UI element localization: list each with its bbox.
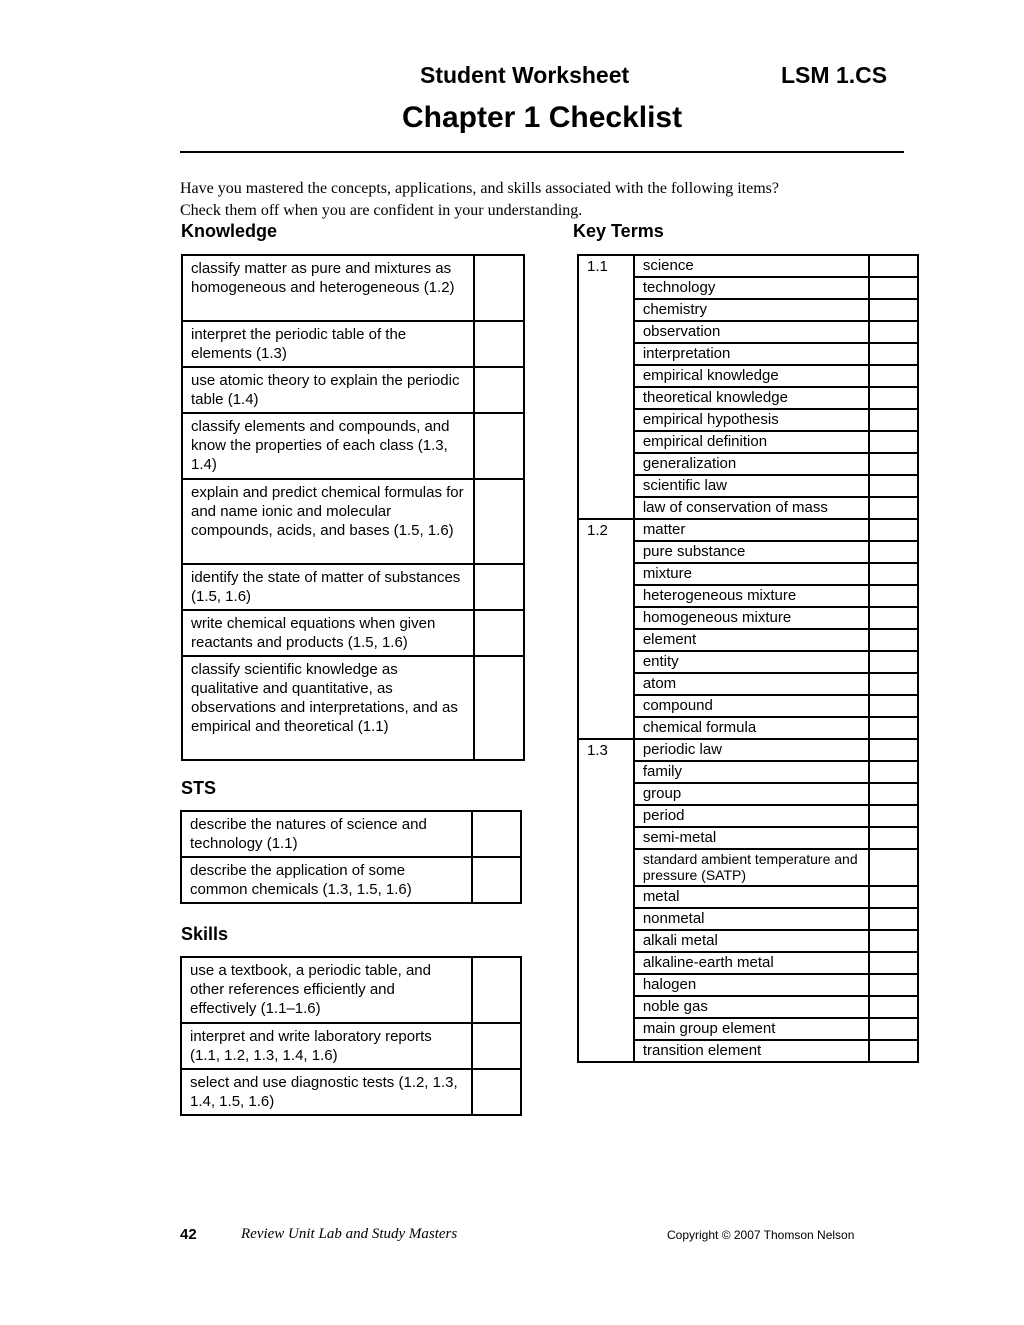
key-term: atom — [634, 673, 869, 695]
checkbox[interactable] — [869, 908, 918, 930]
key-term: nonmetal — [634, 908, 869, 930]
intro-line-2: Check them off when you are confident in your understanding. — [180, 202, 583, 219]
key-term: generalization — [634, 453, 869, 475]
checkbox[interactable] — [869, 497, 918, 519]
key-term: technology — [634, 277, 869, 299]
checkbox[interactable] — [869, 849, 918, 886]
key-term: halogen — [634, 974, 869, 996]
checkbox[interactable] — [869, 343, 918, 365]
key-terms-checklist — [577, 254, 919, 1063]
key-term: metal — [634, 886, 869, 908]
key-term: empirical knowledge — [634, 365, 869, 387]
key-term: standard ambient temperature and pressure (SATP) — [634, 849, 869, 886]
checkbox[interactable] — [869, 585, 918, 607]
page-title: Chapter 1 Checklist — [402, 101, 683, 134]
checkbox[interactable] — [869, 1018, 918, 1040]
intro-line-1: Have you mastered the concepts, applications, and skills associated with the following items? — [180, 180, 779, 197]
checkbox[interactable] — [474, 610, 524, 656]
checkbox[interactable] — [472, 857, 521, 903]
key-term-row — [578, 739, 918, 761]
checkbox[interactable] — [869, 299, 918, 321]
checklist-item-text: use atomic theory to explain the periodic table (1.4) — [182, 367, 474, 413]
checkbox[interactable] — [869, 761, 918, 783]
key-term: pure substance — [634, 541, 869, 563]
checklist-row — [182, 564, 524, 610]
key-term: group — [634, 783, 869, 805]
key-term: transition element — [634, 1040, 869, 1062]
key-term: alkali metal — [634, 930, 869, 952]
key-term: scientific law — [634, 475, 869, 497]
key-term: science — [634, 255, 869, 277]
checklist-item-text: describe the natures of science and technology (1.1) — [181, 811, 472, 857]
checklist-item-text: describe the application of some common chemicals (1.3, 1.5, 1.6) — [181, 857, 472, 903]
key-term: periodic law — [634, 739, 869, 761]
checkbox[interactable] — [869, 255, 918, 277]
checkbox[interactable] — [474, 656, 524, 760]
checkbox[interactable] — [474, 564, 524, 610]
checkbox[interactable] — [869, 365, 918, 387]
checklist-item-text: classify elements and compounds, and know the properties of each class (1.3, 1.4) — [182, 413, 474, 479]
key-term: homogeneous mixture — [634, 607, 869, 629]
checkbox[interactable] — [869, 651, 918, 673]
key-term: alkaline-earth metal — [634, 952, 869, 974]
checklist-row — [181, 811, 521, 857]
key-term: semi-metal — [634, 827, 869, 849]
checklist-row — [182, 413, 524, 479]
key-term-row — [578, 519, 918, 541]
checkbox[interactable] — [869, 409, 918, 431]
checklist-row — [182, 610, 524, 656]
checkbox[interactable] — [869, 387, 918, 409]
checkbox[interactable] — [869, 431, 918, 453]
checklist-item-text: classify scientific knowledge as qualitative and quantitative, as observations and interpretations, and as empirical and theoretical (1.1) — [182, 656, 474, 760]
intro-text — [180, 178, 910, 222]
section-number: 1.2 — [578, 519, 634, 739]
checkbox[interactable] — [474, 479, 524, 564]
checkbox[interactable] — [869, 805, 918, 827]
key-term-row — [578, 255, 918, 277]
key-term: empirical definition — [634, 431, 869, 453]
checklist-item-text: explain and predict chemical formulas for and name ionic and molecular compounds, acids, and bases (1.5, 1.6) — [182, 479, 474, 564]
checkbox[interactable] — [474, 255, 524, 321]
checkbox[interactable] — [869, 1040, 918, 1062]
checkbox[interactable] — [474, 367, 524, 413]
checkbox[interactable] — [869, 607, 918, 629]
checkbox[interactable] — [869, 629, 918, 651]
checkbox[interactable] — [474, 321, 524, 367]
skills-heading: Skills — [181, 924, 229, 944]
key-term: noble gas — [634, 996, 869, 1018]
key-term: entity — [634, 651, 869, 673]
key-term: element — [634, 629, 869, 651]
checkbox[interactable] — [869, 321, 918, 343]
checkbox[interactable] — [474, 413, 524, 479]
checklist-row — [182, 321, 524, 367]
checkbox[interactable] — [869, 563, 918, 585]
checklist-item-text: write chemical equations when given reactants and products (1.5, 1.6) — [182, 610, 474, 656]
key-term: chemical formula — [634, 717, 869, 739]
worksheet-label: Student Worksheet — [420, 62, 630, 88]
checklist-row — [182, 656, 524, 760]
copyright-notice: Copyright © 2007 Thomson Nelson — [667, 1228, 855, 1242]
key-term: interpretation — [634, 343, 869, 365]
sts-checklist — [180, 810, 522, 904]
checkbox[interactable] — [869, 886, 918, 908]
key-term: family — [634, 761, 869, 783]
knowledge-heading: Knowledge — [181, 221, 278, 241]
key-term: main group element — [634, 1018, 869, 1040]
checklist-row — [182, 255, 524, 321]
checklist-item-text: classify matter as pure and mixtures as homogeneous and heterogeneous (1.2) — [182, 255, 474, 321]
checkbox[interactable] — [869, 541, 918, 563]
checkbox[interactable] — [869, 453, 918, 475]
section-number: 1.3 — [578, 739, 634, 1062]
checkbox[interactable] — [869, 930, 918, 952]
checkbox[interactable] — [472, 811, 521, 857]
checklist-row — [181, 1023, 521, 1069]
key-terms-heading: Key Terms — [573, 221, 664, 241]
key-term: empirical hypothesis — [634, 409, 869, 431]
checklist-row — [182, 367, 524, 413]
skills-checklist — [180, 956, 522, 1116]
key-term: mixture — [634, 563, 869, 585]
checklist-row — [182, 479, 524, 564]
checkbox[interactable] — [869, 673, 918, 695]
knowledge-checklist — [181, 254, 525, 761]
checklist-item-text: interpret and write laboratory reports (1.1, 1.2, 1.3, 1.4, 1.6) — [181, 1023, 472, 1069]
checkbox[interactable] — [472, 957, 521, 1023]
key-term: observation — [634, 321, 869, 343]
checkbox[interactable] — [869, 695, 918, 717]
key-term: matter — [634, 519, 869, 541]
checkbox[interactable] — [869, 277, 918, 299]
checklist-item-text: identify the state of matter of substances (1.5, 1.6) — [182, 564, 474, 610]
key-term: chemistry — [634, 299, 869, 321]
header-divider — [180, 151, 904, 153]
checklist-item-text: use a textbook, a periodic table, and other references efficiently and effectively (1.1–1.6) — [181, 957, 472, 1023]
checkbox[interactable] — [869, 974, 918, 996]
checkbox[interactable] — [472, 1069, 521, 1115]
checkbox[interactable] — [869, 952, 918, 974]
checkbox[interactable] — [869, 783, 918, 805]
lesson-code: LSM 1.CS — [781, 62, 888, 88]
checkbox[interactable] — [869, 475, 918, 497]
checkbox[interactable] — [869, 827, 918, 849]
checklist-row — [181, 857, 521, 903]
checklist-item-text: select and use diagnostic tests (1.2, 1.3, 1.4, 1.5, 1.6) — [181, 1069, 472, 1115]
checklist-row — [181, 957, 521, 1023]
key-term: law of conservation of mass — [634, 497, 869, 519]
page-number: 42 — [180, 1226, 197, 1243]
checklist-row — [181, 1069, 521, 1115]
key-term: compound — [634, 695, 869, 717]
key-term: period — [634, 805, 869, 827]
checkbox[interactable] — [869, 996, 918, 1018]
checkbox[interactable] — [869, 739, 918, 761]
key-term: heterogeneous mixture — [634, 585, 869, 607]
checkbox[interactable] — [869, 519, 918, 541]
sts-heading: STS — [181, 778, 217, 798]
checkbox[interactable] — [472, 1023, 521, 1069]
section-number: 1.1 — [578, 255, 634, 519]
key-term: theoretical knowledge — [634, 387, 869, 409]
checkbox[interactable] — [869, 717, 918, 739]
book-title: Review Unit Lab and Study Masters — [241, 1226, 458, 1242]
checklist-item-text: interpret the periodic table of the elements (1.3) — [182, 321, 474, 367]
